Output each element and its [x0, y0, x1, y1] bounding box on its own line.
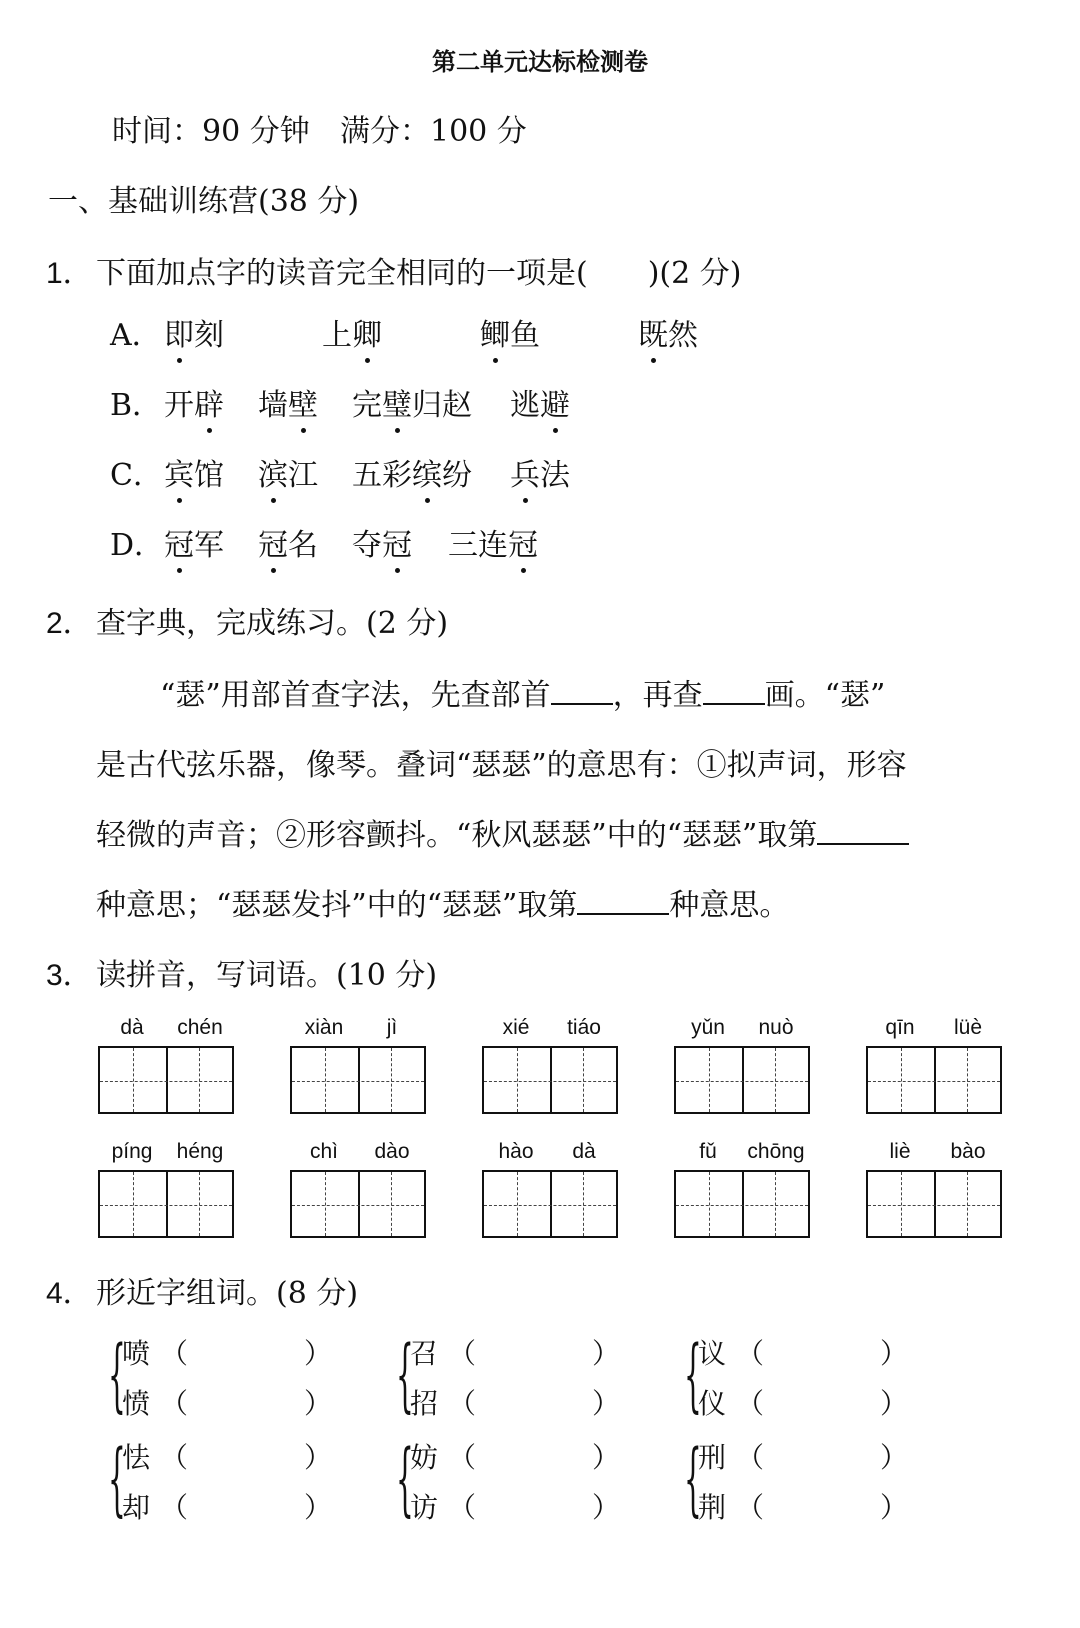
word-part: 墙	[258, 388, 288, 423]
brace-icon: {	[684, 1328, 702, 1421]
answer-paren-close: ）	[880, 1491, 909, 1524]
word-part: 军	[194, 528, 224, 563]
q1-option-word	[322, 310, 382, 354]
dotted-character: 冠	[382, 520, 412, 564]
word-part: 归赵	[412, 388, 472, 423]
word-part: 逃	[510, 388, 540, 423]
similar-character: 议	[698, 1337, 727, 1370]
similar-character: 怯	[122, 1441, 151, 1474]
q2-line1-c: 画。“瑟”	[764, 678, 886, 713]
pinyin-label: jì	[386, 1016, 398, 1039]
answer-paren-open[interactable]: （	[736, 1491, 765, 1524]
grid-divider	[358, 1172, 360, 1236]
q2-line2: 是古代弦乐器，像琴。叠词“瑟瑟”的意思有：①拟声词，形容	[96, 748, 907, 783]
grid-divider	[934, 1048, 936, 1112]
q1-option-word	[258, 520, 318, 564]
answer-paren-close: ）	[880, 1337, 909, 1370]
similar-character: 喷	[122, 1337, 151, 1370]
writing-box[interactable]	[290, 1046, 426, 1114]
grid-guide	[133, 1048, 134, 1112]
q4-number: 4．	[46, 1277, 93, 1310]
q4-text: 形近字组词。(8 分)	[96, 1276, 359, 1311]
dotted-character: 避	[540, 380, 570, 424]
grid-guide	[775, 1048, 776, 1112]
word-part: 夺	[352, 528, 382, 563]
dotted-character: 滨	[258, 450, 288, 494]
pinyin-label: píng	[111, 1140, 153, 1163]
q1-option-word	[480, 310, 540, 354]
writing-box[interactable]	[482, 1046, 618, 1114]
answer-paren-open[interactable]: （	[160, 1441, 189, 1474]
meaning-blank-2[interactable]	[577, 885, 669, 915]
grid-guide	[967, 1172, 968, 1236]
answer-paren-close: ）	[304, 1337, 333, 1370]
q2-line1-a: “瑟”用部首查字法，先查部首	[160, 678, 551, 713]
writing-box[interactable]	[674, 1046, 810, 1114]
grid-guide	[868, 1205, 1000, 1206]
dotted-character: 即	[164, 310, 194, 354]
q2-line3-a: 轻微的声音；②形容颤抖。“秋风瑟瑟”中的“瑟瑟”取第	[96, 818, 818, 853]
dotted-character: 壁	[288, 380, 318, 424]
q1-option-word	[258, 380, 318, 424]
writing-box[interactable]	[482, 1170, 618, 1238]
grid-guide	[484, 1081, 616, 1082]
answer-paren-open[interactable]: （	[736, 1387, 765, 1420]
answer-paren-open[interactable]: （	[160, 1491, 189, 1524]
similar-character: 召	[410, 1337, 439, 1370]
similar-character: 愤	[122, 1387, 151, 1420]
page-title: 第二单元达标检测卷	[432, 48, 648, 76]
dotted-character: 兵	[510, 450, 540, 494]
pinyin-label: bào	[950, 1140, 986, 1163]
q2-number: 2．	[46, 607, 93, 640]
q3-number: 3．	[46, 959, 93, 992]
word-part: 五彩	[352, 458, 412, 493]
pinyin-label: yǔn	[691, 1016, 725, 1039]
pinyin-label: xié	[502, 1016, 530, 1039]
exam-time: 时间：90 分钟	[112, 114, 310, 149]
pinyin-label: chì	[309, 1140, 338, 1163]
grid-guide	[391, 1172, 392, 1236]
grid-guide	[199, 1048, 200, 1112]
grid-divider	[166, 1048, 168, 1112]
grid-divider	[934, 1172, 936, 1236]
q1-option-label[interactable]: D．	[110, 528, 165, 563]
grid-divider	[742, 1172, 744, 1236]
writing-box[interactable]	[98, 1170, 234, 1238]
word-part: 上	[322, 318, 352, 353]
answer-paren-close: ）	[304, 1387, 333, 1420]
pinyin-label: nuò	[758, 1016, 794, 1039]
q1-option-word	[352, 520, 412, 564]
q1-option-word	[352, 380, 472, 424]
q1-option-word	[638, 310, 698, 354]
pinyin-label: héng	[176, 1140, 224, 1163]
pinyin-label: lüè	[953, 1016, 983, 1039]
answer-paren-open[interactable]: （	[448, 1387, 477, 1420]
similar-character: 刑	[698, 1441, 727, 1474]
writing-box[interactable]	[866, 1046, 1002, 1114]
writing-box[interactable]	[674, 1170, 810, 1238]
pinyin-label: chōng	[747, 1140, 805, 1163]
word-part: 鱼	[510, 318, 540, 353]
grid-guide	[292, 1205, 424, 1206]
pinyin-label: qīn	[885, 1016, 915, 1039]
q1-option-word	[448, 520, 538, 564]
answer-paren-close: ）	[592, 1337, 621, 1370]
similar-character: 仪	[698, 1387, 727, 1420]
pinyin-label: dà	[120, 1016, 144, 1039]
q1-option-word	[258, 450, 318, 494]
q2-line4-a: 种意思；“瑟瑟发抖”中的“瑟瑟”取第	[96, 888, 578, 923]
word-part: 法	[540, 458, 570, 493]
grid-guide	[100, 1205, 232, 1206]
grid-guide	[775, 1172, 776, 1236]
brace-icon: {	[684, 1432, 702, 1525]
grid-divider	[742, 1048, 744, 1112]
dotted-character: 冠	[508, 520, 538, 564]
q1-option-label[interactable]: B．	[110, 388, 163, 423]
brace-icon: {	[108, 1328, 126, 1421]
q1-option-word	[164, 450, 224, 494]
grid-guide	[325, 1048, 326, 1112]
answer-paren-close: ）	[304, 1491, 333, 1524]
answer-paren-close: ）	[592, 1491, 621, 1524]
writing-box[interactable]	[290, 1170, 426, 1238]
pinyin-label: hào	[498, 1140, 534, 1163]
pinyin-label: dào	[374, 1140, 410, 1163]
dotted-character: 既	[638, 310, 668, 354]
grid-divider	[358, 1048, 360, 1112]
stroke-count-blank[interactable]	[703, 675, 765, 705]
q1-option-word	[510, 380, 570, 424]
q3-text: 读拼音，写词语。(10 分)	[96, 958, 438, 993]
pinyin-label: tiáo	[567, 1016, 601, 1039]
answer-paren-close: ）	[592, 1387, 621, 1420]
grid-guide	[100, 1081, 232, 1082]
answer-paren-open[interactable]: （	[448, 1337, 477, 1370]
grid-guide	[517, 1048, 518, 1112]
q2-line1	[160, 670, 885, 714]
pinyin-label: chén	[177, 1016, 223, 1039]
q2-line1-b: ，再查	[612, 678, 703, 713]
word-part: 馆	[194, 458, 224, 493]
answer-paren-open[interactable]: （	[736, 1337, 765, 1370]
word-part: 开	[164, 388, 194, 423]
similar-character: 访	[410, 1491, 439, 1524]
pinyin-label: fǔ	[699, 1140, 717, 1163]
word-part: 名	[288, 528, 318, 563]
pinyin-label: liè	[889, 1140, 911, 1163]
brace-icon: {	[396, 1432, 414, 1525]
grid-divider	[550, 1048, 552, 1112]
pinyin-label: dà	[572, 1140, 596, 1163]
word-part: 三连	[448, 528, 508, 563]
answer-paren-open[interactable]: （	[448, 1491, 477, 1524]
grid-guide	[517, 1172, 518, 1236]
q1-option-word	[164, 380, 224, 424]
word-part: 江	[288, 458, 318, 493]
writing-box[interactable]	[98, 1046, 234, 1114]
grid-guide	[199, 1172, 200, 1236]
grid-guide	[868, 1081, 1000, 1082]
q1-option-word	[352, 450, 472, 494]
grid-guide	[967, 1048, 968, 1112]
q1-option-label[interactable]: C．	[110, 458, 163, 493]
grid-divider	[166, 1172, 168, 1236]
q2-line4	[96, 880, 789, 924]
radical-blank[interactable]	[551, 675, 613, 705]
word-part: 完	[352, 388, 382, 423]
answer-paren-open[interactable]: （	[736, 1441, 765, 1474]
q2-line3	[96, 810, 909, 854]
brace-icon: {	[396, 1328, 414, 1421]
brace-icon: {	[108, 1432, 126, 1525]
grid-guide	[709, 1172, 710, 1236]
dotted-character: 缤	[412, 450, 442, 494]
grid-guide	[583, 1172, 584, 1236]
dotted-character: 冠	[258, 520, 288, 564]
answer-paren-open[interactable]: （	[448, 1441, 477, 1474]
grid-guide	[391, 1048, 392, 1112]
similar-character: 招	[410, 1387, 439, 1420]
dotted-character: 鲫	[480, 310, 510, 354]
q1-option-word	[510, 450, 570, 494]
dotted-character: 辟	[194, 380, 224, 424]
grid-divider	[550, 1172, 552, 1236]
section-heading: 一、基础训练营(38 分)	[48, 184, 360, 219]
grid-guide	[583, 1048, 584, 1112]
word-part: 刻	[194, 318, 224, 353]
dotted-character: 宾	[164, 450, 194, 494]
similar-character: 荆	[698, 1491, 727, 1524]
grid-guide	[901, 1048, 902, 1112]
grid-guide	[484, 1205, 616, 1206]
dotted-character: 璧	[382, 380, 412, 424]
pinyin-label: xiàn	[304, 1016, 344, 1039]
dotted-character: 冠	[164, 520, 194, 564]
answer-paren-close: ）	[880, 1387, 909, 1420]
q1-number: 1．	[46, 257, 93, 290]
answer-paren-close: ）	[592, 1441, 621, 1474]
grid-guide	[709, 1048, 710, 1112]
grid-guide	[325, 1172, 326, 1236]
q2-line4-b: 种意思。	[669, 888, 790, 923]
grid-guide	[292, 1081, 424, 1082]
meaning-blank-1[interactable]	[817, 815, 909, 845]
answer-paren-close: ）	[880, 1441, 909, 1474]
dotted-character: 卿	[352, 310, 382, 354]
answer-paren-open[interactable]: （	[160, 1337, 189, 1370]
q1-option-word	[164, 520, 224, 564]
grid-guide	[676, 1081, 808, 1082]
similar-character: 妨	[410, 1441, 439, 1474]
exam-score: 满分：100 分	[340, 114, 527, 149]
answer-paren-open[interactable]: （	[160, 1387, 189, 1420]
answer-paren-close: ）	[304, 1441, 333, 1474]
q2-text: 查字典，完成练习。(2 分)	[96, 606, 449, 641]
q1-text: 下面加点字的读音完全相同的一项是( )(2 分)	[96, 256, 742, 291]
word-part: 纷	[442, 458, 472, 493]
grid-guide	[133, 1172, 134, 1236]
similar-character: 却	[122, 1491, 151, 1524]
word-part: 然	[668, 318, 698, 353]
grid-guide	[901, 1172, 902, 1236]
writing-box[interactable]	[866, 1170, 1002, 1238]
q1-option-label[interactable]: A．	[110, 318, 162, 353]
grid-guide	[676, 1205, 808, 1206]
q1-option-word	[164, 310, 224, 354]
